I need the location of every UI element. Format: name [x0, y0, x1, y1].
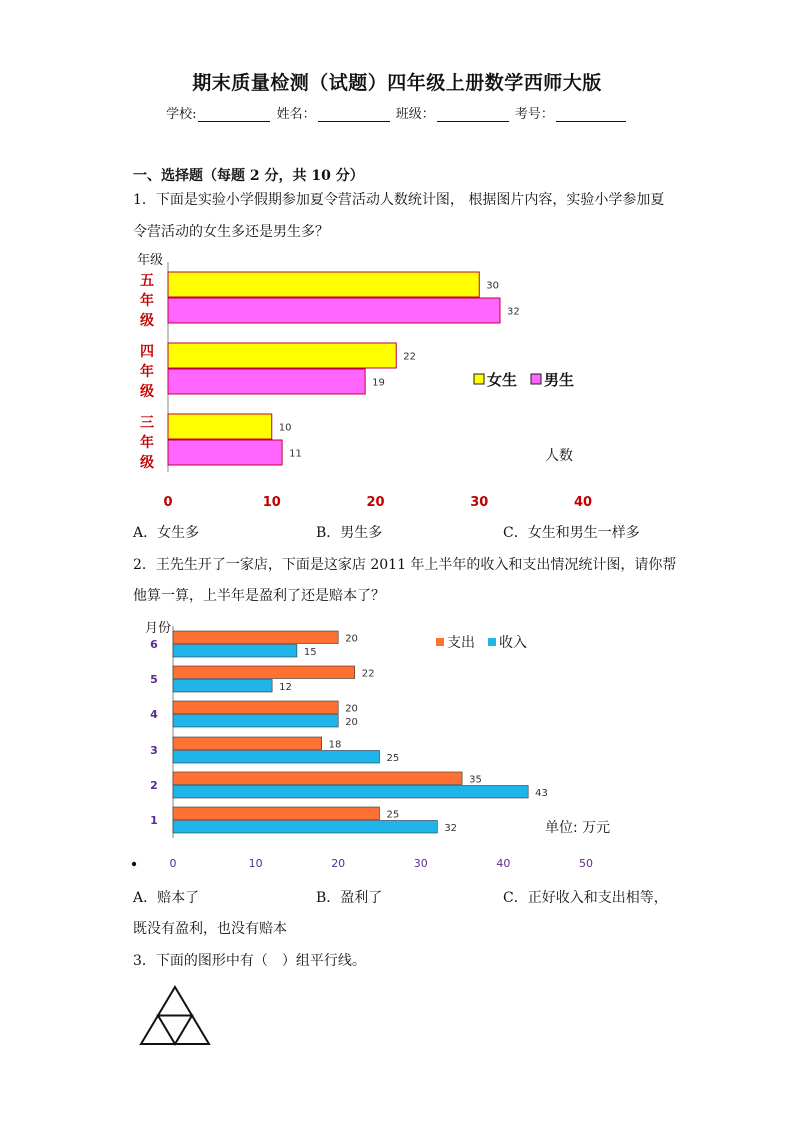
triangle-figure [138, 984, 212, 1048]
chart1-category-label-三年级: 三 [140, 415, 154, 431]
chart1-legend-swatch-女生 [474, 374, 484, 384]
q2-text-line2: 他算一算，上半年是盈利了还是赔本了？ [133, 588, 385, 604]
q3-text: 3．下面的图形中有（ ）组平行线。 [133, 953, 366, 969]
chart2-month-label-4: 4 [150, 708, 158, 721]
chart2-bar-支出-1 [173, 807, 380, 820]
chart2-unit-label: 单位: 万元 [545, 820, 611, 836]
chart2-bar-收入-4 [173, 715, 338, 728]
exam-no-label: 考号： [514, 107, 554, 122]
class-label: 班级： [395, 107, 435, 122]
chart2-data-label: 12 [279, 681, 292, 693]
chart1-bar-女生-五年级 [168, 272, 479, 297]
chart1-data-label: 11 [289, 448, 302, 460]
chart1-bar-女生-三年级 [168, 414, 272, 439]
chart2-month-label-1: 1 [150, 814, 158, 827]
chart2-x-tick-label: 30 [413, 857, 428, 870]
chart1-category-label-四年级: 年 [140, 364, 154, 380]
q1-option-a[interactable]: A．女生多 [133, 525, 200, 541]
chart2-x-tick-label: 20 [331, 857, 346, 870]
chart1-data-label: 22 [403, 351, 416, 363]
chart2-month-label-6: 6 [150, 638, 158, 651]
chart1-data-label: 19 [372, 377, 385, 389]
chart2-data-label: 32 [444, 822, 458, 834]
q2-option-b[interactable]: B．盈利了 [316, 890, 383, 906]
chart2-data-label: 25 [386, 752, 400, 764]
chart1-category-label-三年级: 年 [140, 435, 154, 451]
chart1-x-axis-label: 人数 [545, 448, 573, 464]
class-blank [437, 107, 509, 122]
chart2-month-label-2: 2 [150, 779, 158, 792]
chart2-bar-收入-3 [173, 751, 380, 764]
chart1-data-label: 30 [486, 280, 499, 292]
chart2-data-label: 20 [345, 633, 358, 645]
school-blank [198, 107, 270, 122]
chart2-bar-收入-5 [173, 680, 272, 693]
chart2-bar-支出-6 [173, 631, 338, 644]
chart2-data-label: 15 [303, 646, 317, 658]
chart2-data-label: 22 [361, 668, 375, 680]
bullet-dot [132, 862, 136, 866]
chart2-x-tick-label: 40 [496, 857, 511, 870]
q1-text-line2: 令营活动的女生多还是男生多？ [133, 224, 329, 240]
chart2-legend-swatch-支出 [436, 638, 444, 646]
chart1-category-label-五年级: 年 [140, 293, 154, 309]
chart2-data-label: 25 [386, 809, 400, 821]
school-label: 学校: [166, 107, 197, 122]
chart2-bar-收入-2 [173, 786, 528, 799]
chart2-bar-支出-2 [173, 772, 462, 785]
name-label: 姓名： [276, 107, 316, 122]
chart2-x-tick-label: 50 [579, 857, 593, 870]
chart2-data-label: 20 [345, 703, 358, 715]
chart1-category-label-五年级: 级 [140, 313, 154, 329]
chart2-y-axis-label: 月份 [145, 621, 172, 636]
chart2-bar-支出-3 [173, 737, 322, 750]
chart1-data-label: 32 [507, 306, 520, 318]
chart2-month-label-3: 3 [150, 744, 158, 757]
chart1-x-tick-label: 30 [470, 495, 489, 510]
chart1-category-label-五年级: 五 [140, 273, 154, 289]
chart-2-income-expense [125, 612, 645, 877]
chart1-category-label-四年级: 四 [140, 344, 154, 360]
chart2-x-tick-label: 0 [169, 857, 177, 870]
chart2-bar-收入-6 [173, 645, 297, 658]
chart1-bar-男生-五年级 [168, 298, 500, 323]
chart1-legend-label-女生: 女生 [487, 371, 518, 389]
chart1-x-tick-label: 40 [573, 495, 593, 510]
chart2-legend-swatch-收入 [488, 638, 496, 646]
name-blank [318, 107, 390, 122]
chart2-bar-支出-5 [173, 666, 355, 679]
chart1-category-label-三年级: 级 [140, 455, 154, 471]
chart2-bar-收入-1 [173, 821, 437, 834]
chart1-category-label-四年级: 级 [140, 384, 154, 400]
inner-triangle [158, 1016, 192, 1045]
page-title: 期末质量检测（试题）四年级上册数学西师大版 [192, 72, 602, 94]
chart1-bar-男生-四年级 [168, 369, 365, 394]
chart1-bar-女生-四年级 [168, 343, 396, 368]
chart2-data-label: 20 [345, 716, 358, 728]
chart-1-grade-participants [125, 250, 605, 515]
chart1-x-tick-label: 20 [366, 495, 385, 510]
chart1-y-axis-label: 年级 [137, 253, 164, 268]
student-info-line [0, 103, 794, 122]
chart2-legend-label-支出: 支出 [447, 635, 475, 651]
chart2-x-tick-label: 10 [248, 857, 263, 870]
chart2-data-label: 43 [535, 787, 548, 799]
chart1-legend-swatch-男生 [531, 374, 541, 384]
chart1-legend-label-男生: 男生 [544, 371, 575, 389]
exam-no-blank [556, 107, 626, 122]
q2-option-c[interactable]: C．正好收入和支出相等， [503, 890, 668, 906]
chart2-bar-支出-4 [173, 701, 338, 714]
chart1-x-tick-label: 0 [163, 495, 173, 510]
q1-text-line1: 1．下面是实验小学假期参加夏令营活动人数统计图， 根据图片内容，实验小学参加夏 [133, 192, 665, 208]
chart1-data-label: 10 [278, 422, 292, 434]
chart2-data-label: 18 [328, 739, 342, 751]
q2-text-line1: 2．王先生开了一家店，下面是这家店 2011 年上半年的收入和支出情况统计图，请你帮 [133, 557, 677, 573]
section-heading: 一、选择题（每题 2 分，共 10 分） [133, 168, 364, 184]
chart1-x-tick-label: 10 [262, 495, 281, 510]
q2-option-a[interactable]: A．赔本了 [133, 890, 200, 906]
q2-option-c-continued: 既没有盈利，也没有赔本 [133, 921, 287, 937]
q1-option-c[interactable]: C．女生和男生一样多 [503, 525, 640, 541]
chart2-data-label: 35 [469, 774, 482, 786]
q1-option-b[interactable]: B．男生多 [316, 525, 383, 541]
chart1-bar-男生-三年级 [168, 440, 282, 465]
chart2-legend-label-收入: 收入 [499, 635, 527, 651]
chart2-month-label-5: 5 [150, 673, 158, 686]
